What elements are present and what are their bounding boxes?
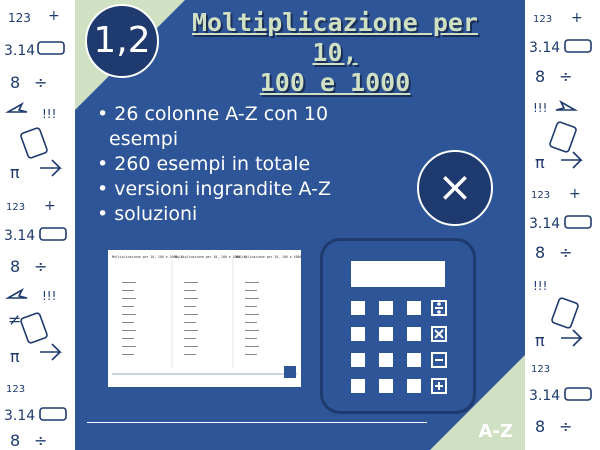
math-doodles-left bbox=[0, 0, 75, 450]
svg-text:+: + bbox=[569, 186, 581, 202]
calculator-icon bbox=[320, 238, 476, 414]
svg-text:123: 123 bbox=[531, 364, 551, 375]
worksheet-header-a: Moltiplicazione per 10, 100 e 1000, A bbox=[112, 255, 184, 259]
page-title bbox=[170, 8, 500, 98]
svg-text:3.14: 3.14 bbox=[4, 43, 36, 59]
svg-text:3.14: 3.14 bbox=[529, 388, 561, 404]
svg-text:3.14: 3.14 bbox=[529, 216, 561, 232]
svg-text:123: 123 bbox=[8, 11, 31, 25]
svg-text:÷: ÷ bbox=[559, 417, 573, 436]
right-decoration-strip bbox=[525, 0, 600, 450]
svg-text:!!!: !!! bbox=[533, 279, 548, 293]
feature-item: • versioni ingrandite A-Z bbox=[97, 177, 337, 202]
svg-text:8: 8 bbox=[535, 243, 546, 262]
footer-divider bbox=[87, 422, 427, 423]
svg-text:÷: ÷ bbox=[34, 73, 48, 92]
worksheet-header-b: Moltiplicazione per 10, 100 e 1000, B bbox=[175, 255, 247, 259]
svg-text:8: 8 bbox=[10, 431, 21, 450]
svg-text:3.14: 3.14 bbox=[4, 408, 36, 424]
feature-item: • 26 colonne A-Z con 10 esempi bbox=[97, 102, 337, 152]
feature-item: • 260 esempi in totale bbox=[97, 152, 337, 177]
svg-text:÷: ÷ bbox=[34, 431, 48, 450]
svg-text:÷: ÷ bbox=[34, 257, 48, 276]
svg-text:123: 123 bbox=[6, 202, 26, 213]
svg-text:123: 123 bbox=[531, 190, 551, 201]
svg-text:+: + bbox=[571, 10, 583, 26]
svg-text:!!!: !!! bbox=[42, 289, 57, 303]
calculator-drawing bbox=[323, 241, 473, 411]
main-panel bbox=[75, 0, 525, 450]
svg-text:+: + bbox=[44, 198, 56, 214]
svg-text:÷: ÷ bbox=[559, 243, 573, 262]
svg-text:123: 123 bbox=[6, 384, 26, 395]
svg-text:!!!: !!! bbox=[42, 107, 57, 121]
worksheet-header-c: Moltiplicazione per 10, 100 e 1000, C bbox=[236, 255, 301, 259]
worksheet-preview bbox=[108, 250, 301, 387]
svg-text:123: 123 bbox=[533, 14, 553, 25]
grade-badge: 1,2 bbox=[85, 4, 159, 78]
svg-text:8: 8 bbox=[535, 417, 546, 436]
svg-text:÷: ÷ bbox=[559, 67, 573, 86]
az-label: A-Z bbox=[478, 421, 513, 442]
feature-item: • soluzioni bbox=[97, 202, 337, 227]
svg-text:π: π bbox=[535, 153, 545, 172]
svg-text:8: 8 bbox=[10, 257, 21, 276]
svg-text:+: + bbox=[48, 8, 60, 24]
title-line-2: 100 e 1000 bbox=[259, 68, 411, 97]
multiply-icon: × bbox=[417, 150, 493, 226]
svg-text:π: π bbox=[535, 331, 545, 350]
svg-text:8: 8 bbox=[10, 73, 21, 92]
title-line-1: Moltiplicazione per 10, bbox=[192, 8, 478, 67]
svg-text:π: π bbox=[10, 163, 20, 182]
feature-list bbox=[97, 102, 337, 227]
svg-text:3.14: 3.14 bbox=[529, 40, 561, 56]
math-doodles-right bbox=[525, 0, 600, 450]
svg-text:!!!: !!! bbox=[533, 101, 548, 115]
svg-text:8: 8 bbox=[535, 67, 546, 86]
worksheet-thumbnail bbox=[108, 250, 301, 387]
left-decoration-strip bbox=[0, 0, 75, 450]
svg-text:≠: ≠ bbox=[8, 310, 22, 329]
svg-text:3.14: 3.14 bbox=[4, 228, 36, 244]
svg-text:π: π bbox=[10, 347, 20, 366]
